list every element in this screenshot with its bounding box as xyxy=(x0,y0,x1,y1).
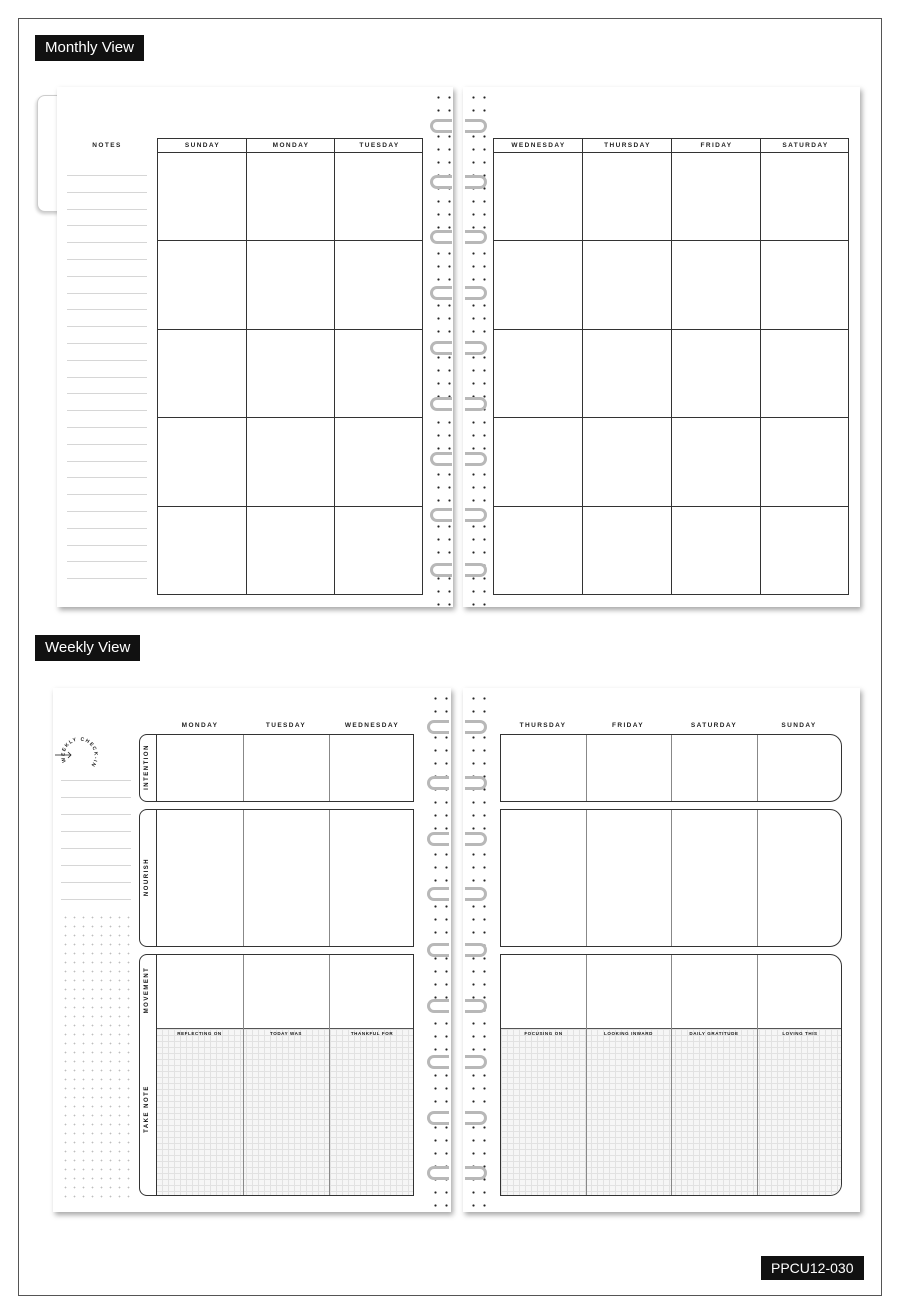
note-line xyxy=(67,561,147,562)
binder-ring xyxy=(465,1055,487,1069)
day-header: SATURDAY xyxy=(782,142,829,149)
day-header: SUNDAY xyxy=(781,722,817,729)
prompt-label: DAILY GRATITUDE xyxy=(689,1031,739,1036)
note-line xyxy=(67,393,147,394)
binder-ring xyxy=(427,776,449,790)
binder-ring xyxy=(465,563,487,577)
note-line xyxy=(67,477,147,478)
section-label: INTENTION xyxy=(144,744,150,790)
notes-label: NOTES xyxy=(92,142,122,149)
binder-ring xyxy=(430,508,452,522)
product-code: PPCU12-030 xyxy=(761,1256,864,1280)
note-line xyxy=(67,259,147,260)
binder-ring xyxy=(427,1111,449,1125)
note-line xyxy=(67,242,147,243)
day-header: SATURDAY xyxy=(690,722,738,729)
note-line xyxy=(61,780,131,781)
prompt-label: LOVING THIS xyxy=(782,1031,818,1036)
binder-ring xyxy=(465,999,487,1013)
note-line xyxy=(67,410,147,411)
weekly-left-page xyxy=(53,688,451,1212)
section-label: TAKE NOTE xyxy=(144,1085,150,1133)
check-in-badge-text: WEEKLY CHECK-IN xyxy=(60,736,99,769)
note-line xyxy=(61,797,131,798)
day-header: THURSDAY xyxy=(519,722,567,729)
note-line xyxy=(61,814,131,815)
monthly-calendar-right xyxy=(493,138,849,595)
binder-ring xyxy=(430,119,452,133)
day-header: FRIDAY xyxy=(700,142,733,149)
note-line xyxy=(67,578,147,579)
intention-box xyxy=(139,734,414,802)
day-header: MONDAY xyxy=(181,722,219,729)
binder-ring xyxy=(465,341,487,355)
day-header: MONDAY xyxy=(272,142,310,149)
binder-ring xyxy=(430,286,452,300)
monthly-right-page xyxy=(463,87,860,607)
note-line xyxy=(67,326,147,327)
binder-ring xyxy=(430,452,452,466)
binder-ring xyxy=(430,341,452,355)
note-line xyxy=(67,545,147,546)
weekly-view-tag: Weekly View xyxy=(35,635,140,661)
binder-ring xyxy=(427,943,449,957)
binder-ring xyxy=(465,1111,487,1125)
prompt-label: FOCUSING ON xyxy=(524,1031,563,1036)
monthly-calendar-left xyxy=(157,138,423,595)
binder-ring xyxy=(465,943,487,957)
binder-ring xyxy=(465,887,487,901)
binder-ring xyxy=(427,832,449,846)
binder-ring xyxy=(465,508,487,522)
day-header: WEDNESDAY xyxy=(511,142,566,149)
movement-take-note-box xyxy=(139,954,414,1196)
binder-ring xyxy=(465,230,487,244)
note-line xyxy=(67,209,147,210)
note-line xyxy=(67,494,147,495)
note-line xyxy=(67,511,147,512)
day-header: TUESDAY xyxy=(359,142,400,149)
binder-ring xyxy=(465,720,487,734)
binder-ring xyxy=(465,776,487,790)
svg-text:WEEKLY CHECK-IN xyxy=(60,737,98,769)
binder-ring xyxy=(465,119,487,133)
day-header: TUESDAY xyxy=(265,722,307,729)
note-line xyxy=(61,899,131,900)
monthly-left-page xyxy=(57,87,453,607)
binder-ring xyxy=(430,563,452,577)
binder-ring xyxy=(427,999,449,1013)
binder-ring xyxy=(465,832,487,846)
prompt-label: THANKFUL FOR xyxy=(350,1031,394,1036)
binder-ring xyxy=(430,230,452,244)
note-line xyxy=(61,865,131,866)
prompt-label: TODAY WAS xyxy=(269,1031,303,1036)
note-line xyxy=(67,175,147,176)
binder-ring xyxy=(430,175,452,189)
nourish-box xyxy=(500,809,842,947)
binder-ring xyxy=(427,1055,449,1069)
day-header: SUNDAY xyxy=(184,142,221,149)
note-line xyxy=(67,377,147,378)
prompt-label: LOOKING INWARD xyxy=(604,1031,653,1036)
note-line xyxy=(67,444,147,445)
prompt-label: REFLECTING ON xyxy=(177,1031,222,1036)
note-line xyxy=(67,343,147,344)
note-line xyxy=(61,882,131,883)
note-line xyxy=(67,461,147,462)
day-header: THURSDAY xyxy=(604,142,651,149)
note-line xyxy=(67,192,147,193)
note-line xyxy=(61,831,131,832)
note-line xyxy=(61,848,131,849)
day-header: FRIDAY xyxy=(612,722,644,729)
binder-ring xyxy=(465,1166,487,1180)
binder-ring xyxy=(427,887,449,901)
note-line xyxy=(67,276,147,277)
monthly-view-tag: Monthly View xyxy=(35,35,144,61)
day-header: WEDNESDAY xyxy=(344,722,400,729)
section-label: MOVEMENT xyxy=(144,966,150,1014)
weekly-right-page xyxy=(463,688,860,1212)
note-line xyxy=(67,528,147,529)
intention-box xyxy=(500,734,842,802)
nourish-box xyxy=(139,809,414,947)
weekly-check-in-badge xyxy=(53,733,103,783)
note-line xyxy=(67,293,147,294)
note-line xyxy=(67,360,147,361)
note-line xyxy=(67,427,147,428)
binder-ring xyxy=(427,720,449,734)
binder-ring xyxy=(430,397,452,411)
movement-take-note-box xyxy=(500,954,842,1196)
binder-ring xyxy=(427,1166,449,1180)
section-label: NOURISH xyxy=(144,857,150,897)
note-line xyxy=(67,225,147,226)
binder-ring xyxy=(465,397,487,411)
binder-ring xyxy=(465,286,487,300)
binder-ring xyxy=(465,175,487,189)
note-line xyxy=(67,309,147,310)
dot-grid xyxy=(61,913,133,1203)
binder-ring xyxy=(465,452,487,466)
